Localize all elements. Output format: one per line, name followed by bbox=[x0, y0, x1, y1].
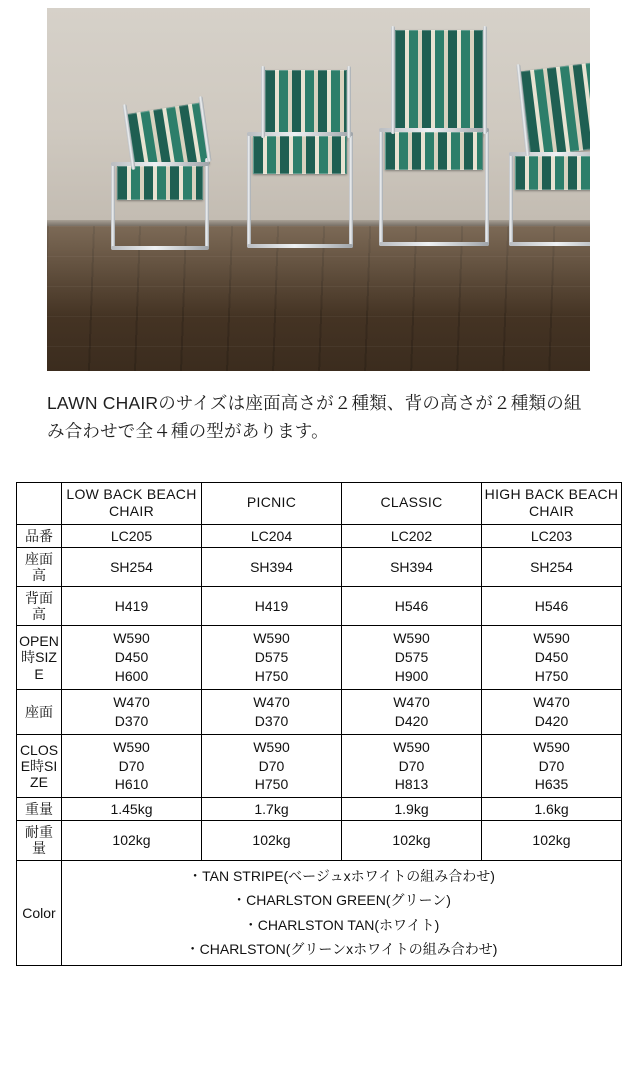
chair1-frame-seat-rail bbox=[111, 162, 209, 166]
table-row-color bbox=[17, 860, 622, 965]
table-row bbox=[17, 798, 622, 821]
row-label-back-height: 背面高 bbox=[17, 586, 62, 625]
chair4-frame-front-left bbox=[509, 152, 513, 246]
column-header-high-back-beach-chair: HIGH BACK BEACH CHAIR bbox=[482, 482, 622, 524]
chair1-frame-bottom-rail bbox=[111, 246, 209, 250]
cell-weight-high-back: 1.6kg bbox=[482, 798, 622, 821]
row-label-seat-height: 座面高 bbox=[17, 547, 62, 586]
chair3-frame-bottom-rail bbox=[379, 242, 489, 246]
chair3-frame-back-right bbox=[483, 26, 487, 134]
chair1-frame-front-left bbox=[111, 162, 115, 250]
color-option-tan-stripe: ・TAN STRIPE(ベージュxホワイトの組み合わせ) bbox=[188, 867, 495, 884]
cell-load-capacity-high-back: 102kg bbox=[482, 821, 622, 860]
chair3-frame-back-left bbox=[391, 26, 395, 134]
spec-table bbox=[16, 482, 622, 966]
chair2-backrest-webbing bbox=[265, 70, 347, 140]
cell-seat-classic: W470 D420 bbox=[342, 689, 482, 734]
cell-seat-picnic: W470 D370 bbox=[202, 689, 342, 734]
chair2-frame-bottom-rail bbox=[247, 244, 353, 248]
cell-load-capacity-low-back: 102kg bbox=[62, 821, 202, 860]
cell-weight-low-back: 1.45kg bbox=[62, 798, 202, 821]
cell-open-size-low-back: W590 D450 H600 bbox=[62, 626, 202, 690]
cell-back-height-classic: H546 bbox=[342, 586, 482, 625]
cell-seat-height-classic: SH394 bbox=[342, 547, 482, 586]
cell-back-height-low-back: H419 bbox=[62, 586, 202, 625]
cell-load-capacity-picnic: 102kg bbox=[202, 821, 342, 860]
cell-seat-height-high-back: SH254 bbox=[482, 547, 622, 586]
chair3-frame-front-left bbox=[379, 128, 383, 246]
color-option-charlston: ・CHARLSTON(グリーンxホワイトの組み合わせ) bbox=[185, 941, 498, 958]
cell-hinban-high-back: LC203 bbox=[482, 524, 622, 547]
cell-back-height-picnic: H419 bbox=[202, 586, 342, 625]
cell-weight-picnic: 1.7kg bbox=[202, 798, 342, 821]
chair2-frame-back-left bbox=[261, 66, 265, 138]
chair2-frame-back-right bbox=[347, 66, 351, 138]
cell-open-size-high-back: W590 D450 H750 bbox=[482, 626, 622, 690]
table-row bbox=[17, 734, 622, 798]
spec-table-container bbox=[16, 482, 621, 966]
row-label-seat: 座面 bbox=[17, 689, 62, 734]
chair4-frame-bottom-rail bbox=[509, 242, 590, 246]
table-row bbox=[17, 821, 622, 860]
cell-seat-height-picnic: SH394 bbox=[202, 547, 342, 586]
table-row bbox=[17, 524, 622, 547]
chair-classic bbox=[377, 30, 497, 248]
cell-color-options bbox=[62, 860, 622, 965]
cell-close-size-low-back: W590 D70 H610 bbox=[62, 734, 202, 798]
row-label-load-capacity: 耐重量 bbox=[17, 821, 62, 860]
chair3-frame-seat-rail bbox=[379, 128, 489, 132]
cell-open-size-picnic: W590 D575 H750 bbox=[202, 626, 342, 690]
cell-seat-height-low-back: SH254 bbox=[62, 547, 202, 586]
row-label-open-size: OPEN時SIZE bbox=[17, 626, 62, 690]
cell-load-capacity-classic: 102kg bbox=[342, 821, 482, 860]
table-row bbox=[17, 547, 622, 586]
color-option-charlston-green: ・CHARLSTON GREEN(グリーン) bbox=[232, 892, 451, 909]
table-row bbox=[17, 586, 622, 625]
chair4-frame-seat-rail bbox=[509, 152, 590, 156]
cell-hinban-low-back: LC205 bbox=[62, 524, 202, 547]
chair2-frame-front-right bbox=[349, 132, 353, 248]
column-header-picnic: PICNIC bbox=[202, 482, 342, 524]
table-header-row bbox=[17, 482, 622, 524]
row-label-hinban: 品番 bbox=[17, 524, 62, 547]
row-label-color: Color bbox=[17, 860, 62, 965]
chair-high-back-beach bbox=[507, 66, 590, 248]
row-label-close-size: CLOSE時SIZE bbox=[17, 734, 62, 798]
cell-seat-low-back: W470 D370 bbox=[62, 689, 202, 734]
photo-caption: LAWN CHAIRのサイズは座面高さが２種類、背の高さが２種類の組み合わせで全４種の型があります。 bbox=[47, 393, 582, 442]
column-header-classic: CLASSIC bbox=[342, 482, 482, 524]
chair3-seat-webbing bbox=[385, 132, 483, 170]
table-row bbox=[17, 689, 622, 734]
cell-back-height-high-back: H546 bbox=[482, 586, 622, 625]
chair3-backrest-webbing bbox=[395, 30, 483, 136]
chair-low-back-beach bbox=[105, 108, 217, 248]
chair2-seat-webbing bbox=[253, 136, 347, 174]
cell-close-size-high-back: W590 D70 H635 bbox=[482, 734, 622, 798]
chair4-seat-webbing bbox=[515, 156, 590, 190]
chair3-frame-front-right bbox=[485, 128, 489, 246]
cell-close-size-picnic: W590 D70 H750 bbox=[202, 734, 342, 798]
chair2-frame-front-left bbox=[247, 132, 251, 248]
cell-weight-classic: 1.9kg bbox=[342, 798, 482, 821]
lawn-chair-lineup-photo bbox=[47, 8, 590, 371]
chair-picnic bbox=[243, 70, 361, 248]
hero-photo-container bbox=[0, 0, 637, 371]
column-header-low-back-beach-chair: LOW BACK BEACH CHAIR bbox=[62, 482, 202, 524]
cell-hinban-picnic: LC204 bbox=[202, 524, 342, 547]
chair4-backrest-webbing bbox=[520, 61, 590, 157]
cell-hinban-classic: LC202 bbox=[342, 524, 482, 547]
row-label-weight: 重量 bbox=[17, 798, 62, 821]
chair1-frame-front-right bbox=[205, 158, 209, 248]
cell-open-size-classic: W590 D575 H900 bbox=[342, 626, 482, 690]
cell-seat-high-back: W470 D420 bbox=[482, 689, 622, 734]
table-corner-cell bbox=[17, 482, 62, 524]
table-row bbox=[17, 626, 622, 690]
color-option-charlston-tan: ・CHARLSTON TAN(ホワイト) bbox=[243, 916, 440, 933]
chair1-seat-webbing bbox=[117, 166, 203, 200]
cell-close-size-classic: W590 D70 H813 bbox=[342, 734, 482, 798]
